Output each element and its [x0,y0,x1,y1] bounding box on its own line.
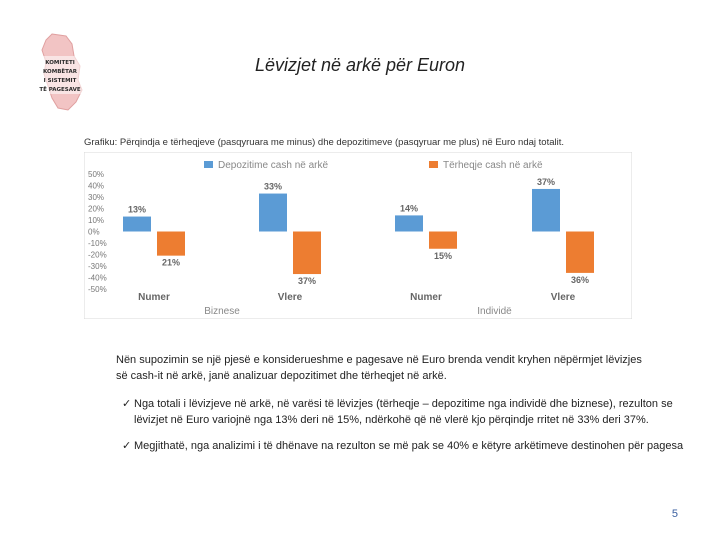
bullet-item [122,396,686,428]
legend-swatch [429,161,438,168]
data-label: 33% [263,181,283,192]
bar [259,194,287,232]
legend-label: Tërheqje cash në arkë [443,160,543,171]
category-label: Vlere [277,292,303,303]
data-label: 21% [161,257,181,268]
y-tick-label: 0% [88,227,100,237]
slide-title: Lëvizjet në arkë për Euron [254,55,466,75]
y-tick-label: 20% [88,204,105,214]
data-label: 36% [570,274,590,285]
checkmark-icon: ✓ [122,440,132,452]
category-label: Numer [138,292,170,303]
y-tick-label: -50% [88,285,107,294]
bullet-text: Nga totali i lëvizjeve në arkë, në varësi të lëvizjes (tërheqje – depozitime nga individë dhe biznese), rezulton se lëvizjet në Euro variojnë nga 13% deri në 15%, ndërkohë që në vlerë kjo përqindje rritet në 33% deri 37%. [134,398,673,426]
y-tick-label: 10% [88,216,105,225]
y-tick-label: -30% [88,262,107,271]
logo-line: KOMBËTAR [43,69,77,75]
bar [395,215,423,231]
logo-line: TË PAGESAVE [39,87,81,93]
data-label: 15% [433,250,453,261]
data-label: 37% [297,276,317,287]
category-label: Vlere [550,292,576,303]
y-tick-label: -20% [88,250,107,260]
data-label: 37% [536,176,556,187]
bullet-item [122,438,686,454]
bar-chart [84,152,632,319]
group-label: Biznese [204,306,240,317]
y-tick-label: 50% [88,170,105,179]
group-label: Individë [477,306,512,317]
bar [123,217,151,232]
chart-caption: Grafiku: Përqindja e tërheqjeve (pasqyruara me minus) dhe depozitimeve (pasqyruar me plus) në Euro ndaj totalit. [84,137,564,148]
page-number: 5 [671,508,678,520]
logo-line: I SISTEMIT [43,78,77,84]
body-paragraph: Nën supozimin se një pjesë e konsiderueshme e pagesave në Euro brenda vendit kryhen nëpërmjet lëvizjes së cash-it në arkë, janë analizuar depozitimet dhe tërheqjet në arkë. [116,354,642,382]
bar [566,232,594,273]
checkmark-icon: ✓ [122,398,132,410]
data-label: 13% [127,204,147,215]
bullet-text: Megjithatë, nga analizimi i të dhënave na rezulton se më pak se 40% e këtyre arkëtimeve destinohen për pagesa [134,440,684,452]
bar [293,232,321,275]
bar [157,232,185,256]
organization-logo [22,32,100,112]
category-label: Numer [410,292,442,303]
legend-swatch [204,161,213,168]
bar [429,232,457,249]
y-tick-label: 40% [88,181,105,191]
bar-chart-svg [84,152,632,319]
albania-map-logo [22,32,100,112]
data-label: 14% [399,203,419,214]
y-tick-label: -10% [88,239,107,248]
logo-line: KOMITETI [45,60,75,66]
legend-label: Depozitime cash në arkë [218,160,329,171]
y-tick-label: 30% [88,193,105,202]
bar [532,189,560,232]
y-tick-label: -40% [88,273,107,283]
